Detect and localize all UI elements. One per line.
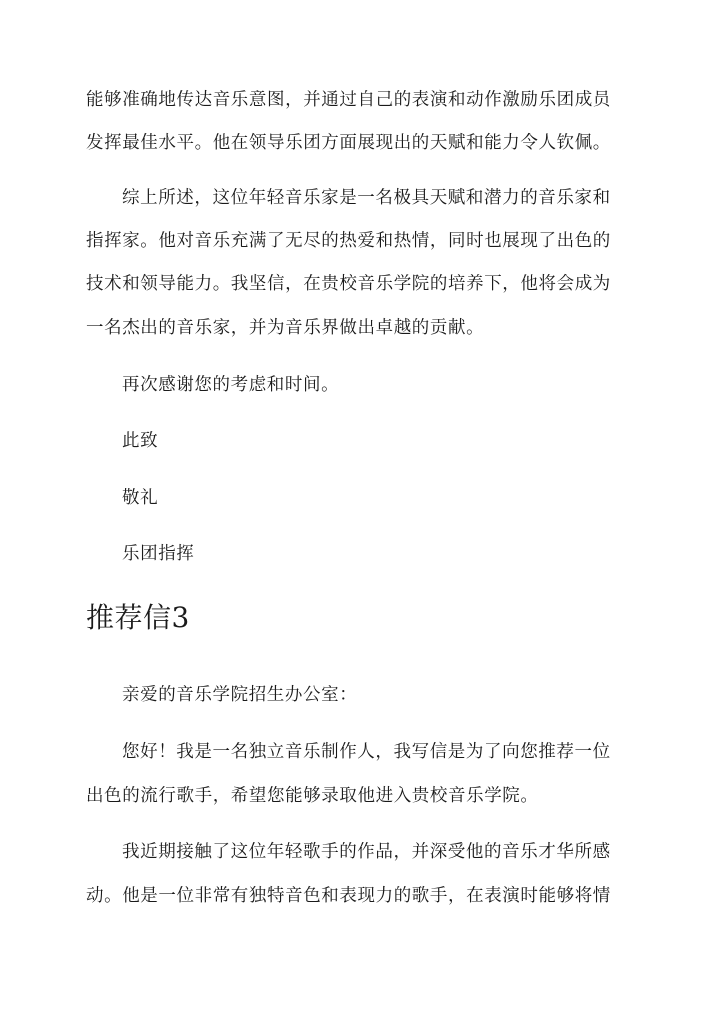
paragraph-line: 动。他是一位非常有独特音色和表现力的歌手，在表演时能够将情 [86, 886, 611, 906]
paragraph-line: 您好！我是一名独立音乐制作人，我写信是为了向您推荐一位 [122, 742, 611, 762]
paragraph-line: 出色的流行歌手，希望您能够录取他进入贵校音乐学院。 [86, 786, 539, 806]
paragraph-line: 指挥家。他对音乐充满了无尽的热爱和热情，同时也展现了出色的 [86, 231, 611, 251]
paragraph-line: 我近期接触了这位年轻歌手的作品，并深受他的音乐才华所感 [122, 842, 611, 862]
greeting-line: 亲爱的音乐学院招生办公室： [122, 685, 358, 705]
section-heading: 推荐信3 [86, 601, 190, 634]
paragraph-line: 发挥最佳水平。他在领导乐团方面展现出的天赋和能力令人钦佩。 [86, 133, 611, 153]
thanks-line: 再次感谢您的考虑和时间。 [122, 375, 340, 395]
salutation-line: 此致 [122, 431, 159, 451]
paragraph-line: 能够准确地传达音乐意图，并通过自己的表演和动作激励乐团成员 [86, 90, 611, 110]
salutation-line: 敬礼 [122, 488, 159, 508]
paragraph-line: 技术和领导能力。我坚信，在贵校音乐学院的培养下，他将会成为 [86, 274, 611, 294]
signature-line: 乐团指挥 [122, 544, 195, 564]
paragraph-line: 一名杰出的音乐家，并为音乐界做出卓越的贡献。 [86, 318, 485, 338]
paragraph-line: 综上所述，这位年轻音乐家是一名极具天赋和潜力的音乐家和 [122, 188, 611, 208]
